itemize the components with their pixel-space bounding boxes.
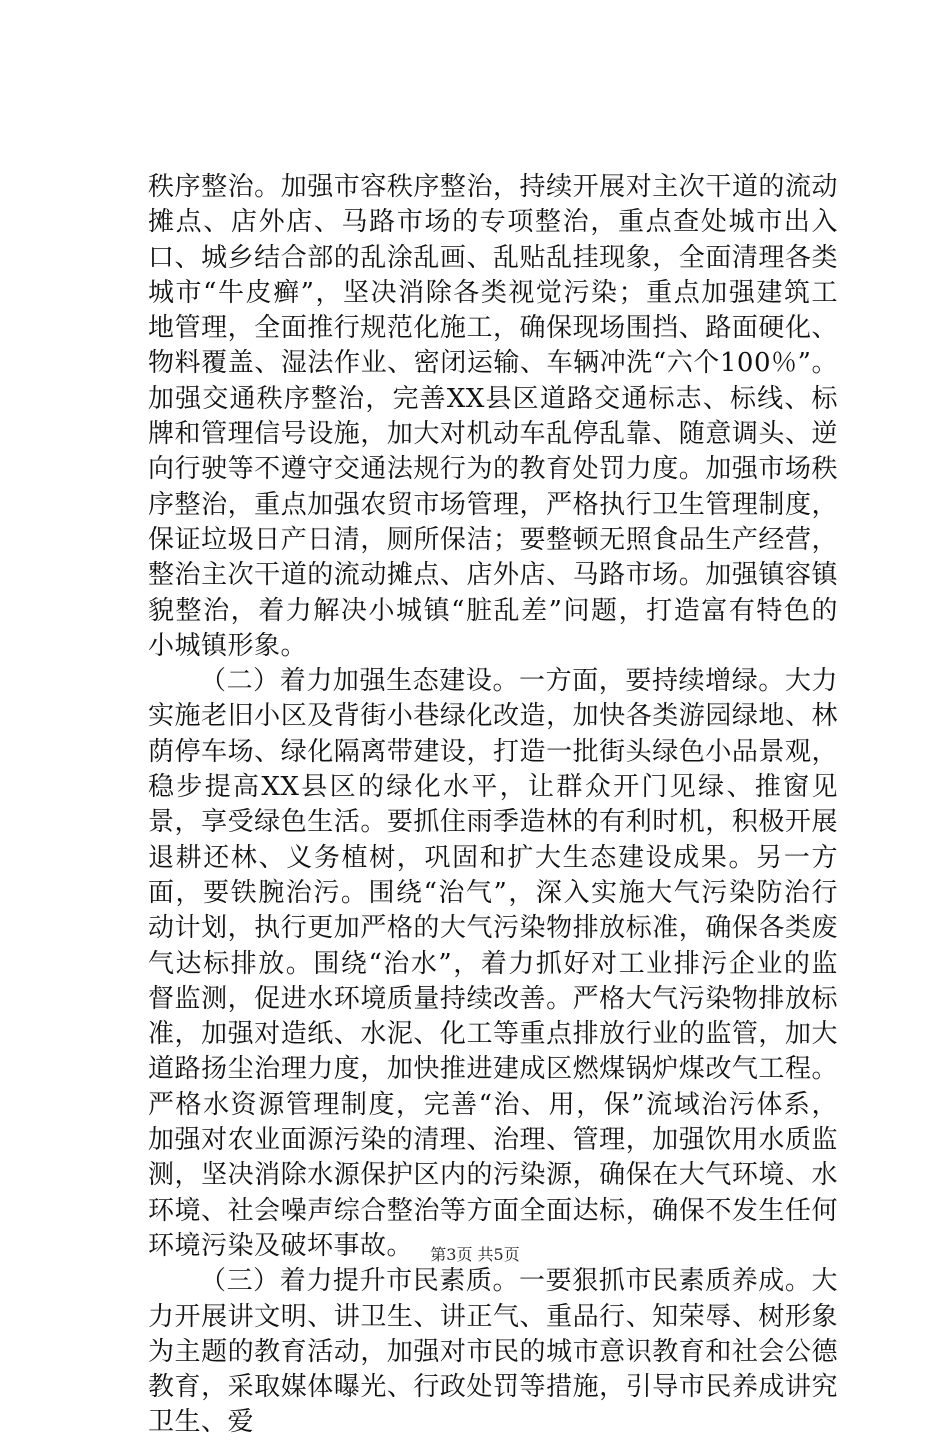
page-number-footer: 第3页 共5页 [430,1245,520,1264]
paragraph-2: （二）着力加强生态建设。一方面，要持续增绿。大力实施老旧小区及背街小巷绿化改造，加快各类游园绿地、林荫停车场、绿化隔离带建设，打造一批街头绿色小品景观，稳步提高XX县区的绿化水平，让群众开门见绿、推窗见景，享受绿色生活。要抓住雨季造林的有利时机，积极开展退耕还林、义务植树，巩固和扩大生态建设成果。另一方面，要铁腕治污。围绕“治气”，深入实施大气污染防治行动计划，执行更加严格的大气污染物排放标准，确保各类废气达标排放。围绕“治水”，着力抓好对工业排污企业的监督监测，促进水环境质量持续改善。严格大气污染物排放标准，加强对造纸、水泥、化工等重点排放行业的监管，加大道路扬尘治理力度，加快推进建成区燃煤锅炉煤改气工程。严格水资源管理制度，完善“治、用，保”流域治污体系，加强对农业面源污染的清理、治理、管理，加强饮用水质监测，坚决消除水源保护区内的污染源，确保在大气环境、水环境、社会噪声综合整治等方面全面达标，确保不发生任何环境污染及破坏事故。 [148,666,838,1261]
paragraph-3: （三）着力提升市民素质。一要狠抓市民素质养成。大力开展讲文明、讲卫生、讲正气、重品行、知荣辱、树形象为主题的教育活动，加强对市民的城市意识教育和社会公德教育，采取媒体曝光、行政处罚等措施，引导市民养成讲究卫生、爱 [148,1266,838,1438]
paragraph-1: 秩序整治。加强市容秩序整治，持续开展对主次干道的流动摊点、店外店、马路市场的专项整治，重点查处城市出入口、城乡结合部的乱涂乱画、乱贴乱挂现象，全面清理各类城市“牛皮癣”，坚决消除各类视觉污染；重点加强建筑工地管理，全面推行规范化施工，确保现场围挡、路面硬化、物料覆盖、湿法作业、密闭运输、车辆冲洗“六个100％”。加强交通秩序整治，完善XX县区道路交通标志、标线、标牌和管理信号设施，加大对机动车乱停乱靠、随意调头、逆向行驶等不遵守交通法规行为的教育处罚力度。加强市场秩序整治，重点加强农贸市场管理，严格执行卫生管理制度，保证垃圾日产日清，厕所保洁；要整顿无照食品生产经营，整治主次干道的流动摊点、店外店、马路市场。加强镇容镇貌整治，着力解决小城镇“脏乱差”问题，打造富有特色的小城镇形象。 [148,172,838,661]
